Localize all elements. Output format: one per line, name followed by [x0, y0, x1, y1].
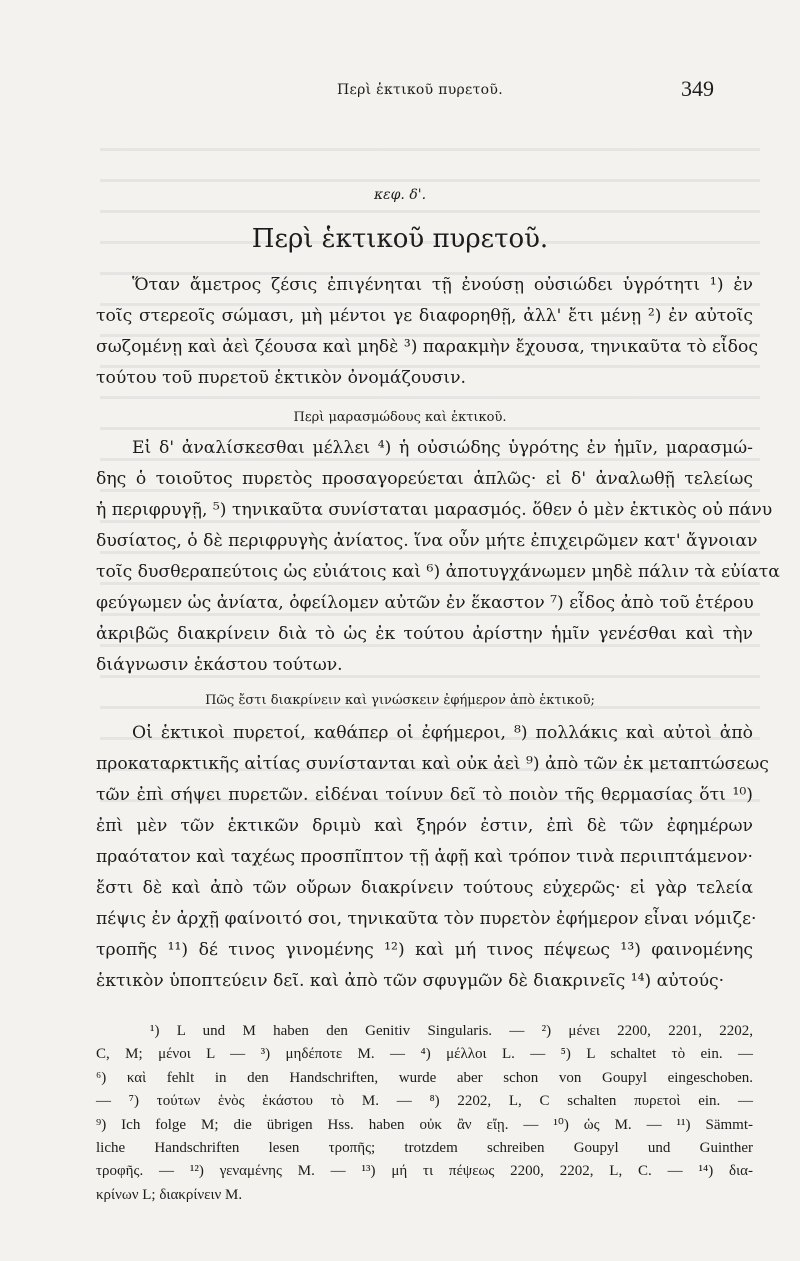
- footnote-line: — ⁷) τούτων ἑνὸς ἑκάστου τὸ M. — ⁸) 2202, L, C schalten πυρετοὶ ein. —: [96, 1093, 753, 1110]
- page-number: 349: [681, 76, 714, 101]
- text-line: ἀκριβῶς διακρίνειν διὰ τὸ ὡς ἐκ τούτου ἀρίστην ἡμῖν γενέσθαι καὶ τὴν: [96, 624, 753, 644]
- text-line: ἐπὶ μὲν τῶν ἑκτικῶν δριμὺ καὶ ξηρόν ἐστιν, ἐπὶ δὲ τῶν ἐφημέρων: [96, 816, 753, 836]
- text-line: τῶν ἐπὶ σήψει πυρετῶν. εἰδέναι τοίνυν δεῖ τὸ ποιὸν τῆς θερμασίας ὅτι ¹⁰): [96, 785, 753, 805]
- text-line: τοῖς δυσθεραπεύτοις ὡς εὐιάτοις καὶ ⁶) ἀποτυγχάνωμεν μηδὲ πάλιν τὰ εὐίατα: [96, 562, 780, 582]
- text-line: ἡ περιφρυγῇ, ⁵) τηνικαῦτα συνίσταται μαρασμός. ὅθεν ὁ μὲν ἑκτικὸς οὐ πάνυ: [96, 500, 773, 520]
- text-line: δης ὁ τοιοῦτος πυρετὸς προσαγορεύεται ἁπλῶς· εἰ δ' ἀναλωθῇ τελείως: [96, 469, 753, 489]
- footnote-line: C, M; μένοι L — ³) μηδέποτε M. — ⁴) μέλλοι L. — ⁵) L schaltet τὸ ein. —: [96, 1046, 753, 1063]
- footnotes: [96, 1020, 753, 1207]
- text-line: σωζομένῃ καὶ ἀεὶ ζέουσα καὶ μηδὲ ³) παρακμὴν ἔχουσα, τηνικαῦτα τὸ εἶδος: [96, 337, 758, 357]
- footnote-line: ⁹) Ich folge M; die übrigen Hss. haben οὐκ ἂν εἴῃ. — ¹⁰) ὡς M. — ¹¹) Sämmt-: [96, 1116, 753, 1133]
- chapter-label: κεφ. δ'.: [373, 187, 427, 203]
- running-title: Περὶ ἑκτικοῦ πυρετοῦ.: [337, 82, 503, 98]
- chapter-title: Περὶ ἑκτικοῦ πυρετοῦ.: [251, 224, 549, 254]
- text-line: ἔστι δὲ καὶ ἀπὸ τῶν οὔρων διακρίνειν τούτους εὐχερῶς· εἰ γὰρ τελεία: [96, 878, 753, 898]
- footnote-line: liche Handschriften lesen τροπῆς; trotzdem schreiben Goupyl und Guinther: [96, 1140, 753, 1157]
- footnote-line: κρίνων L; διακρίνειν M.: [96, 1186, 243, 1203]
- text-line: δυσίατος, ὁ δὲ περιφρυγὴς ἀνίατος. ἵνα οὖν μήτε ἐπιχειρῶμεν κατ' ἄγνοιαν: [96, 531, 758, 551]
- text-line: φεύγωμεν ὡς ἀνίατα, ὀφείλομεν αὐτῶν ἐν ἕκαστον ⁷) εἶδος ἀπὸ τοῦ ἑτέρου: [96, 593, 754, 613]
- paragraph-definition: [96, 270, 758, 394]
- paragraph-diagnosis: [96, 718, 769, 997]
- text-line: προκαταρκτικῆς αἰτίας συνίστανται καὶ οὐκ ἀεὶ ⁹) ἀπὸ τῶν ἐκ μεταπτώσεως: [96, 754, 769, 774]
- text-line: τούτου τοῦ πυρετοῦ ἑκτικὸν ὀνομάζουσιν.: [96, 368, 466, 388]
- text-line: Εἰ δ' ἀναλίσκεσθαι μέλλει ⁴) ἡ οὐσιώδης ὑγρότης ἐν ἡμῖν, μαρασμώ-: [132, 438, 753, 458]
- sub-heading-marasmus: Περὶ μαρασμώδους καὶ ἑκτικοῦ.: [293, 410, 507, 425]
- footnote-line: τροφῆς. — ¹²) γεναμένης M. — ¹³) μή τι πέψεως 2200, 2202, L, C. — ¹⁴) δια-: [96, 1163, 753, 1180]
- text-line: διάγνωσιν ἑκάστου τούτων.: [96, 655, 343, 675]
- footnote-line: ⁶) καὶ fehlt in den Handschriften, wurde aber schon von Goupyl eingeschoben.: [96, 1069, 753, 1086]
- text-line: τροπῆς ¹¹) δέ τινος γινομένης ¹²) καὶ μή τινος πέψεως ¹³) φαινομένης: [96, 940, 753, 960]
- paragraph-marasmus: [96, 433, 780, 681]
- text-line: πέψις ἐν ἀρχῇ φαίνοιτό σοι, τηνικαῦτα τὸν πυρετὸν ἐφήμερον εἶναι νόμιζε·: [96, 909, 757, 929]
- text-line: ἑκτικὸν ὑποπτεύειν δεῖ. καὶ ἀπὸ τῶν σφυγμῶν δὲ διακρινεῖς ¹⁴) αὐτούς·: [96, 971, 725, 991]
- text-line: πραότατον καὶ ταχέως προσπῖπτον τῇ ἁφῇ καὶ τρόπον τινὰ περιιπτάμενον·: [96, 847, 753, 867]
- text-line: Οἱ ἑκτικοὶ πυρετοί, καθάπερ οἱ ἐφήμεροι, ⁸) πολλάκις καὶ αὐτοὶ ἀπὸ: [132, 723, 753, 743]
- sub-heading-diagnosis: Πῶς ἔστι διακρίνειν καὶ γινώσκειν ἐφήμερον ἀπὸ ἑκτικοῦ;: [205, 693, 595, 708]
- text-line: Ὅταν ἄμετρος ζέσις ἐπιγένηται τῇ ἐνούσῃ οὐσιώδει ὑγρότητι ¹) ἐν: [132, 275, 753, 295]
- text-line: τοῖς στερεοῖς σώμασι, μὴ μέντοι γε διαφορηθῇ, ἀλλ' ἔτι μένῃ ²) ἐν αὐτοῖς: [96, 306, 753, 326]
- footnote-line: ¹) L und M haben den Genitiv Singularis. — ²) μένει 2200, 2201, 2202,: [150, 1023, 753, 1039]
